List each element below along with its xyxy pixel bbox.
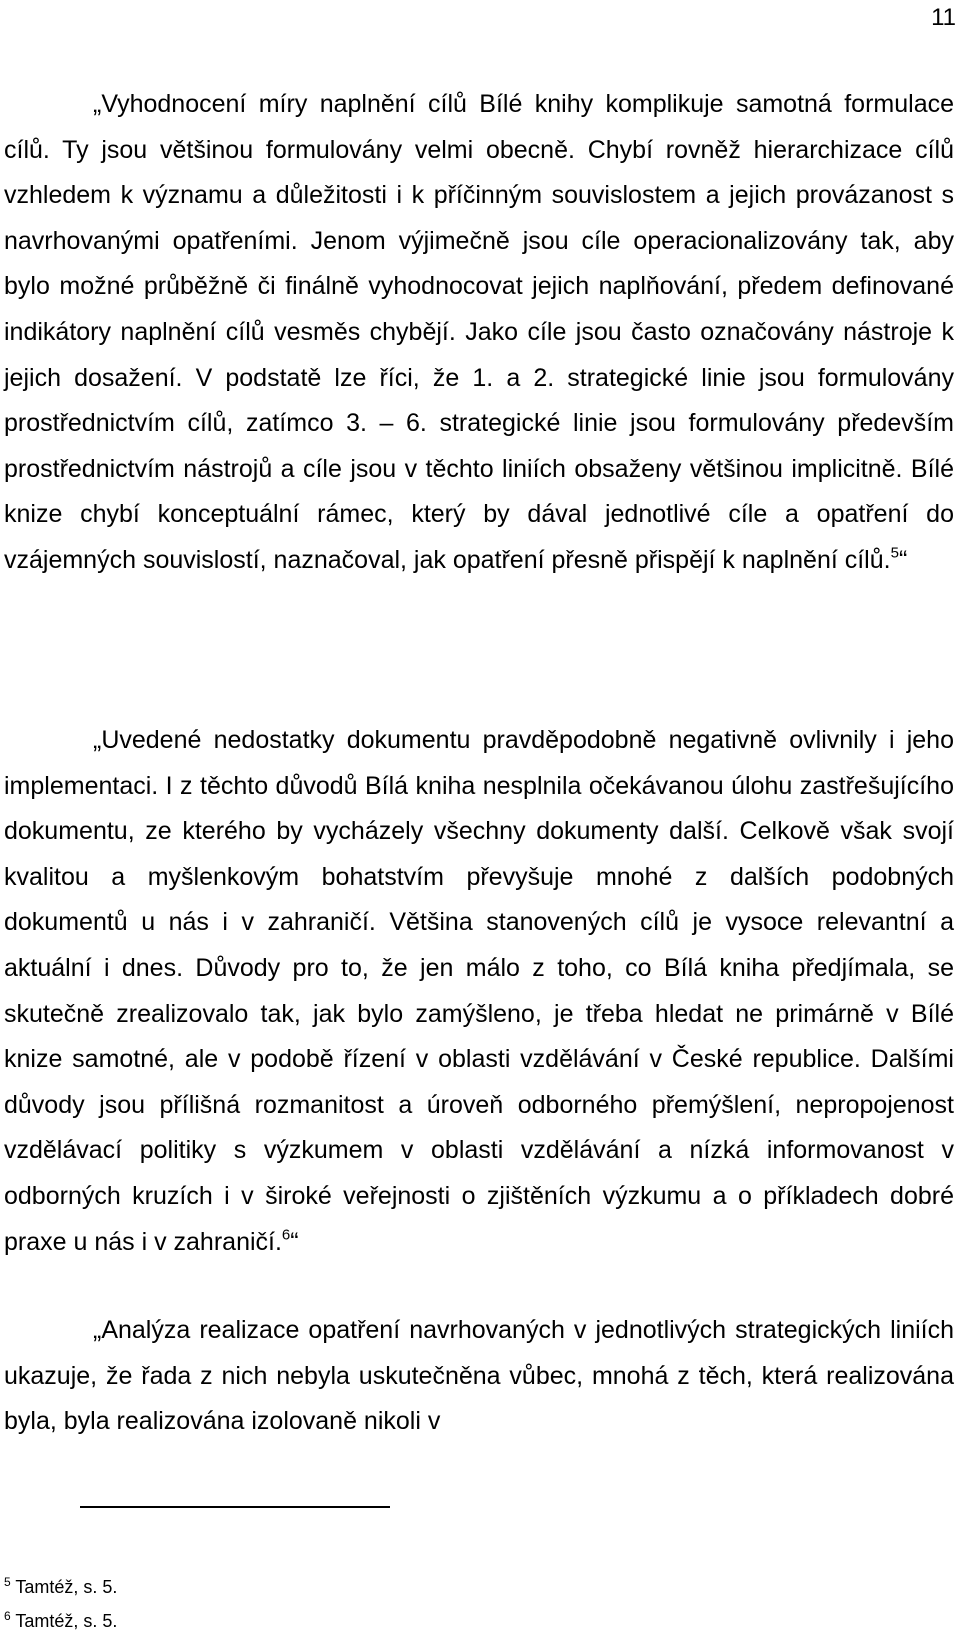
closing-quote: “ xyxy=(898,545,908,574)
quote-paragraph xyxy=(4,718,954,1265)
paragraph-first-line: „Analýza realizace opatření navrhovaných v jednotlivých xyxy=(93,1316,727,1344)
footnote-number: 5 xyxy=(4,1574,11,1589)
paragraph-body: ovlivnily i jeho implementaci. I z těchto důvodů Bílá kniha nesplnila očekávanou úlohu zastřešujícího dokumentu, ze kterého by vycházely všechny dokumenty další. Celkově však svojí kvalitou a myšlenkovým bohatstvím převyšuje mnohé z dalších podobných dokumentů u nás i v zahraničí. Většina stanovených cílů je vysoce relevantní a aktuální i dnes. Důvody pro to, že jen málo z toho, co Bílá kniha předjímala, se skutečně zrealizovalo tak, jak bylo zamýšleno, je třeba hledat ne primárně v Bílé knize samotné, ale v podobě řízení v oblasti vzdělávání v České republice. Dalšími důvody jsou přílišná rozmanitost a úroveň odborného přemýšlení, nepropojenost vzdělávací politiky s výzkumem v oblasti vzdělávání a nízká informovanost v odborných kruzích i v široké veřejnosti o zjištěních výzkumu a o příkladech dobré praxe u nás i v zahraničí. xyxy=(4,726,954,1256)
footnote xyxy=(4,1575,117,1599)
closing-quote: “ xyxy=(290,1227,299,1256)
footnote-text: Tamtéž, s. 5. xyxy=(15,1611,118,1631)
footnote-number: 6 xyxy=(4,1608,11,1623)
quote-paragraph xyxy=(4,1308,954,1445)
paragraph-body: formulace cílů. Ty jsou většinou formulovány velmi obecně. Chybí rovněž hierarchizace cílů vzhledem k významu a důležitosti i k příčinným souvislostem a jejich provázanost s navrhovanými opatřeními. Jenom výjimečně jsou cíle operacionalizovány tak, aby bylo možné průběžně či finálně vyhodnocovat jejich naplňování, předem definované indikátory naplnění cílů vesměs chybějí. Jako cíle jsou často označovány nástroje k jejich dosažení. V podstatě lze říci, že 1. a 2. strategické linie jsou formulovány prostřednictvím cílů, zatímco 3. – 6. strategické linie jsou formulovány především prostřednictvím nástrojů a cíle jsou v těchto liniích obsaženy většinou implicitně. Bílé knize chybí konceptuální rámec, který by dával jednotlivé cíle a opatření do vzájemných souvislostí, naznačoval, jak opatření přesně přispějí k naplnění cílů. xyxy=(4,90,954,574)
footnote xyxy=(4,1609,117,1633)
footnote-reference: 6 xyxy=(281,1226,291,1244)
footnote-separator xyxy=(80,1506,390,1508)
footnote-text: Tamtéž, s. 5. xyxy=(15,1577,118,1597)
quote-paragraph xyxy=(4,82,954,584)
footnote-reference: 5 xyxy=(890,544,899,562)
paragraph-first-line: „Vyhodnocení míry naplnění cílů Bílé knihy komplikuje samotná xyxy=(93,90,832,118)
paragraph-body: strategických liniích ukazuje, že řada z nich nebyla uskutečněna vůbec, mnohá z těch, která realizována byla, byla realizována izolovaně nikoli v xyxy=(4,1316,955,1436)
paragraph-first-line: „Uvedené nedostatky dokumentu pravděpodobně negativně xyxy=(93,726,778,754)
page-number: 11 xyxy=(931,4,956,31)
